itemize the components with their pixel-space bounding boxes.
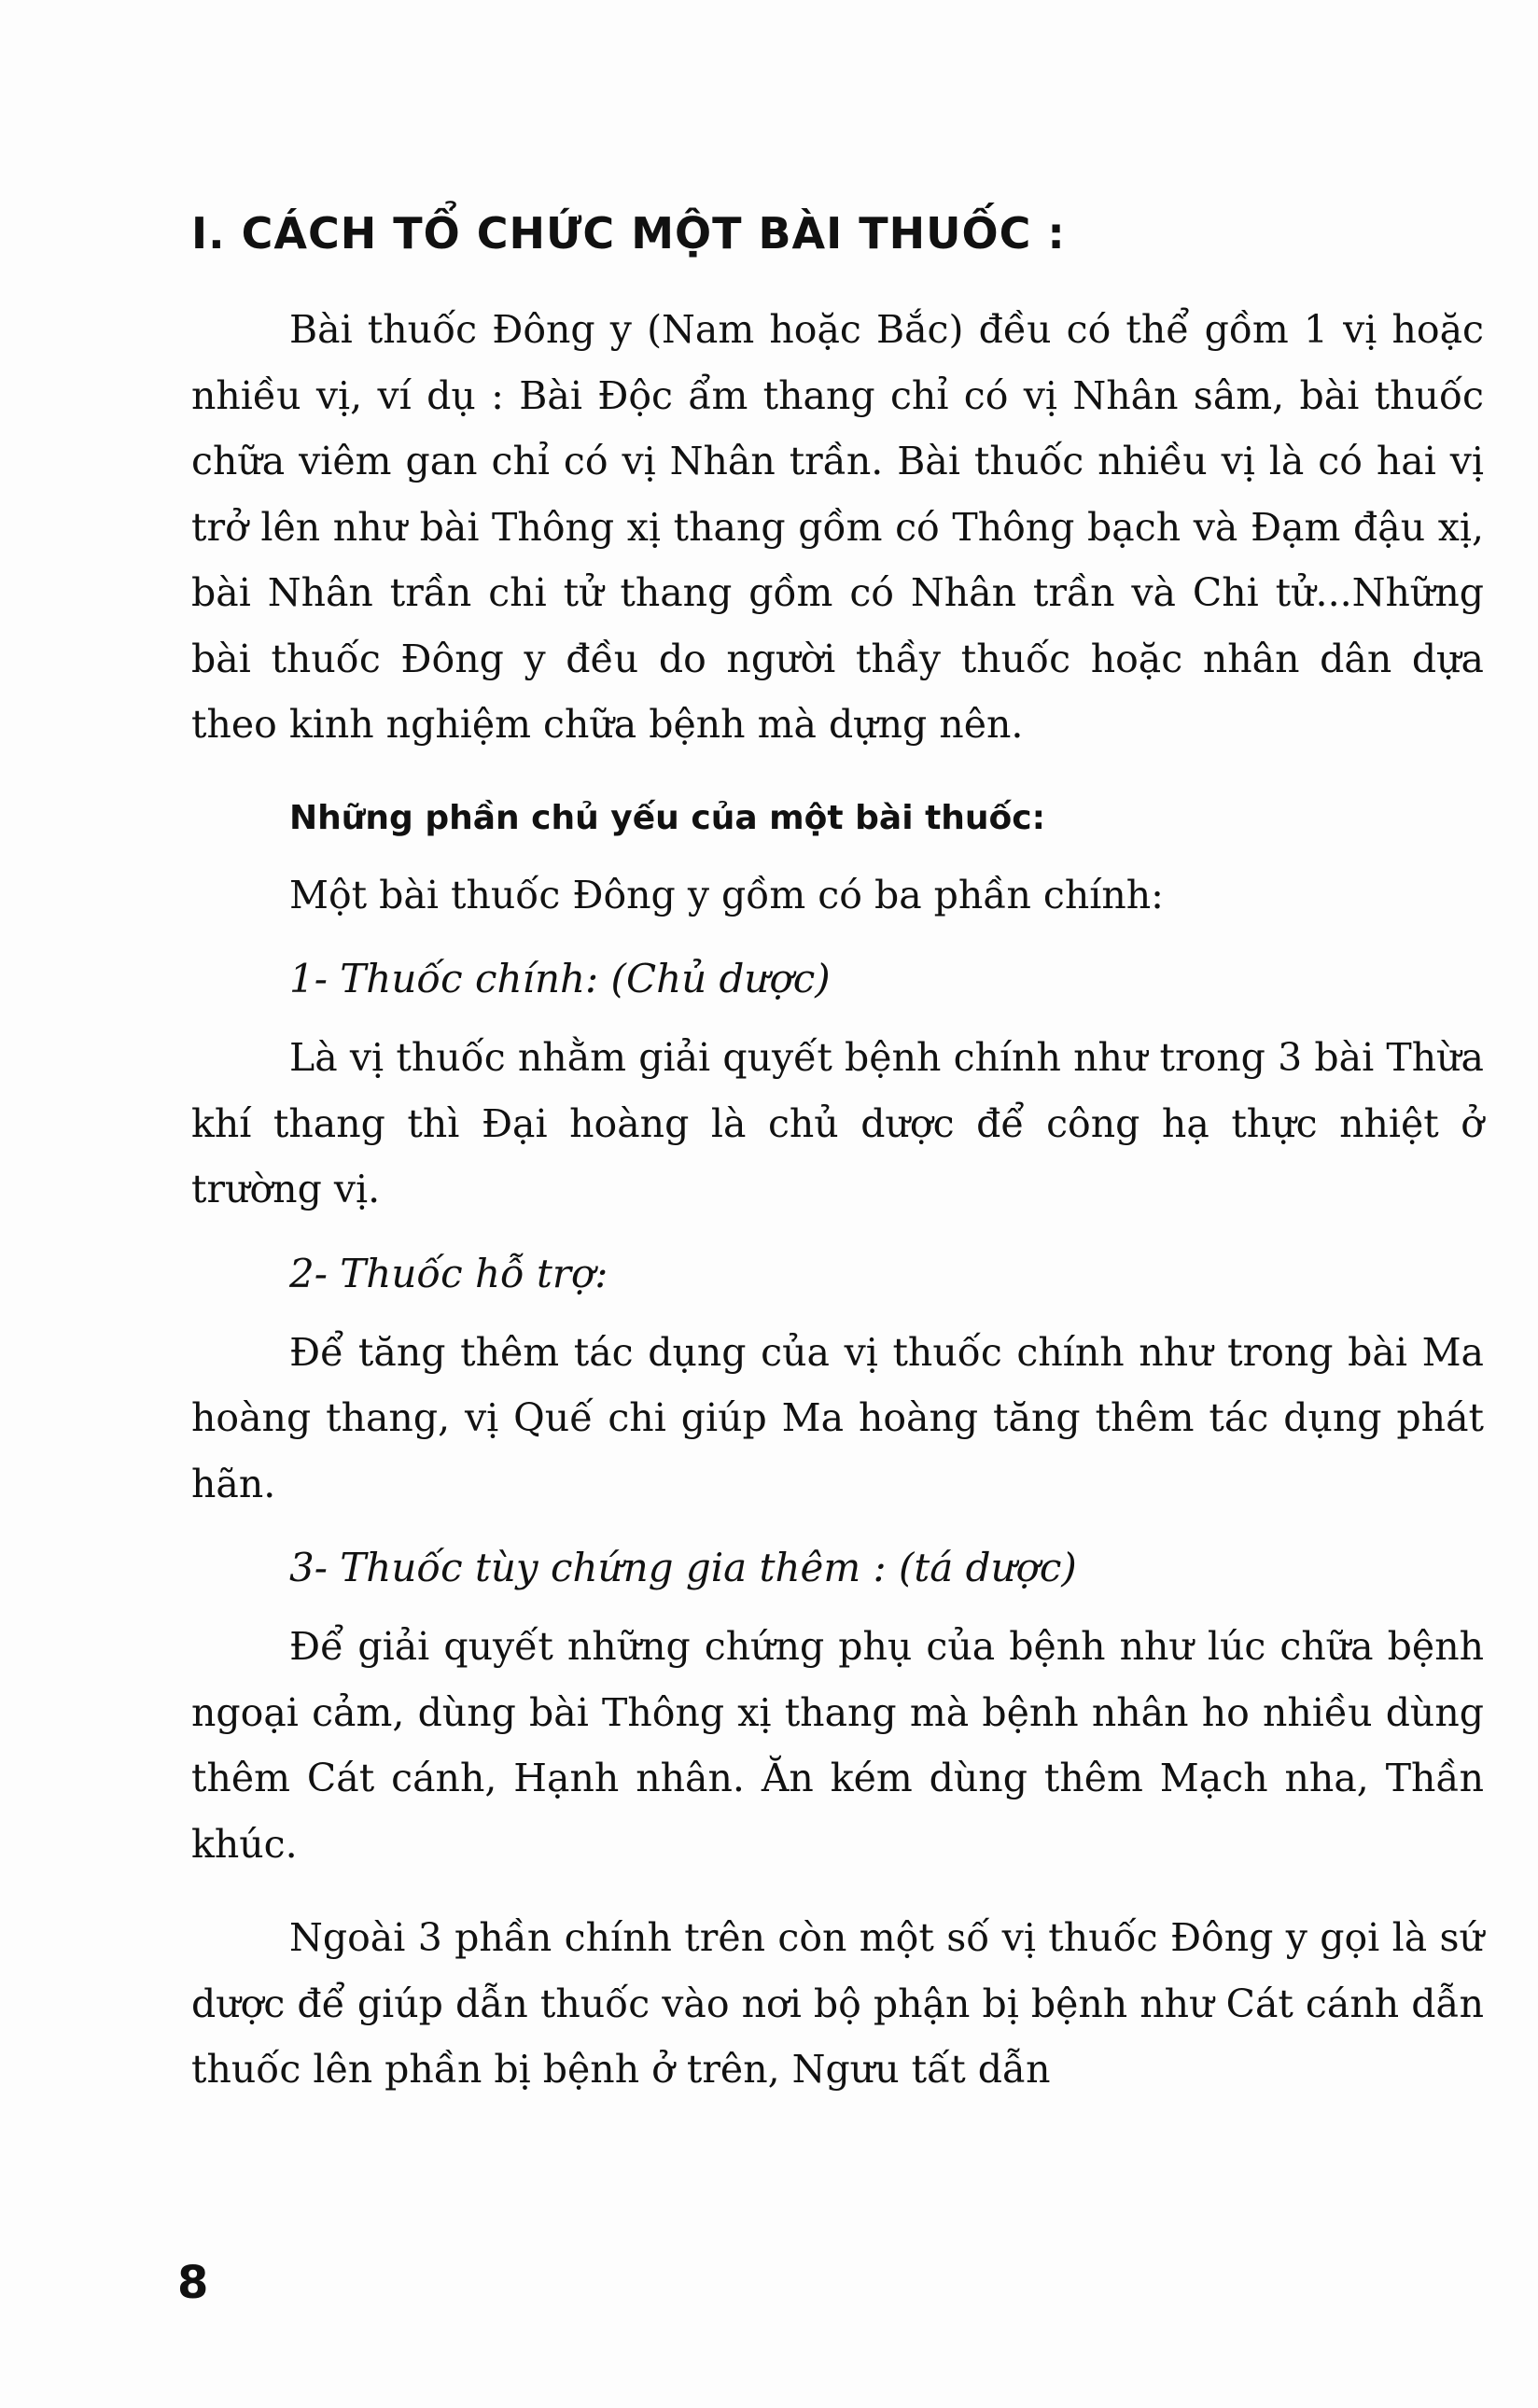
subintro-paragraph: Một bài thuốc Đông y gồm có ba phần chính: [289,872,1164,917]
page-number: 8 [177,2257,209,2309]
item-text-2: Để tăng thêm tác dụng của vị thuốc chính như trong bài Ma hoàng thang, vị Quế chi giúp Ma hoàng tăng thêm tác dụng phát hãn. [191,1329,1484,1506]
page-content [191,196,1484,2103]
subheading: Những phần chủ yếu của một bài thuốc: [289,798,1045,837]
item-title-2: 2- Thuốc hỗ trợ: [289,1250,608,1296]
section-heading: I. CÁCH TỔ CHỨC MỘT BÀI THUỐC : [191,208,1066,259]
item-title-3: 3- Thuốc tùy chứng gia thêm : (tá dược) [289,1545,1077,1590]
closing-paragraph: Ngoài 3 phần chính trên còn một số vị thuốc Đông y gọi là sứ dược để giúp dẫn thuốc vào nơi bộ phận bị bệnh như Cát cánh dẫn thuốc lên phần bị bệnh ở trên, Ngưu tất dẫn [191,1915,1484,2092]
item-title-1: 1- Thuốc chính: (Chủ dược) [289,956,831,1001]
intro-paragraph: Bài thuốc Đông y (Nam hoặc Bắc) đều có thể gồm 1 vị hoặc nhiều vị, ví dụ : Bài Độc ẩm thang chỉ có vị Nhân sâm, bài thuốc chữa viêm gan chỉ có vị Nhân trần. Bài thuốc nhiều vị là có hai vị trở lên như bài Thông xị thang gồm có Thông bạch và Đạm đậu xị, bài Nhân trần chi tử thang gồm có Nhân trần và Chi tử...Những bài thuốc Đông y đều do người thầy thuốc hoặc nhân dân dựa theo kinh nghiệm chữa bệnh mà dựng nên. [191,307,1484,747]
item-text-3: Để giải quyết những chứng phụ của bệnh như lúc chữa bệnh ngoại cảm, dùng bài Thông xị thang mà bệnh nhân ho nhiều dùng thêm Cát cánh, Hạnh nhân. Ăn kém dùng thêm Mạch nha, Thần khúc. [191,1624,1484,1867]
item-text-1: Là vị thuốc nhằm giải quyết bệnh chính như trong 3 bài Thừa khí thang thì Đại hoàng là chủ dược để công hạ thực nhiệt ở trường vị. [191,1035,1484,1211]
